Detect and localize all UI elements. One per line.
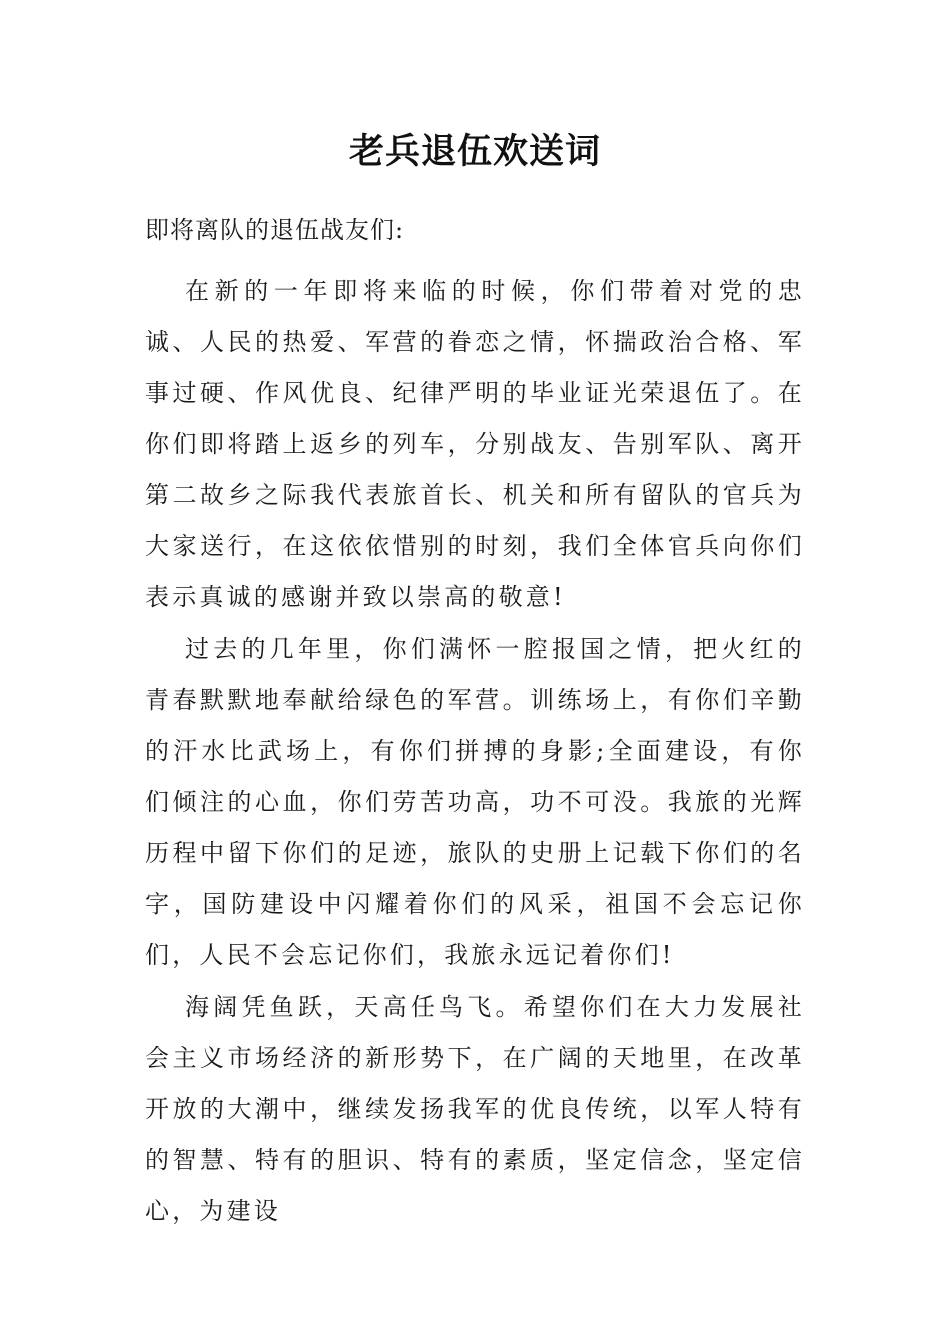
paragraph-1: 在新的一年即将来临的时候，你们带着对党的忠诚、人民的热爱、军营的眷恋之情，怀揣政治合格、军事过硬、作风优良、纪律严明的毕业证光荣退伍了。在你们即将踏上返乡的列车，分别战友、告别军队、离开第二故乡之际我代表旅首长、机关和所有留队的官兵为大家送行，在这依依惜别的时刻，我们全体官兵向你们表示真诚的感谢并致以崇高的敬意! [145,277,805,611]
paragraph-3: 海阔凭鱼跃，天高任鸟飞。希望你们在大力发展社会主义市场经济的新形势下，在广阔的天地里，在改革开放的大潮中，继续发扬我军的优良传统，以军人特有的智慧、特有的胆识、特有的素质，坚定信念，坚定信心，为建设 [145,993,805,1225]
document-title: 老兵退伍欢送词 [348,131,601,172]
paragraph-2: 过去的几年里，你们满怀一腔报国之情，把火红的青春默默地奉献给绿色的军营。训练场上，有你们辛勤的汗水比武场上，有你们拼搏的身影;全面建设，有你们倾注的心血，你们劳苦功高，功不可没。我旅的光辉历程中留下你们的足迹，旅队的史册上记载下你们的名字，国防建设中闪耀着你们的风采，祖国不会忘记你们，人民不会忘记你们，我旅永远记着你们! [145,635,805,969]
greeting-line: 即将离队的退伍战友们: [145,216,405,244]
